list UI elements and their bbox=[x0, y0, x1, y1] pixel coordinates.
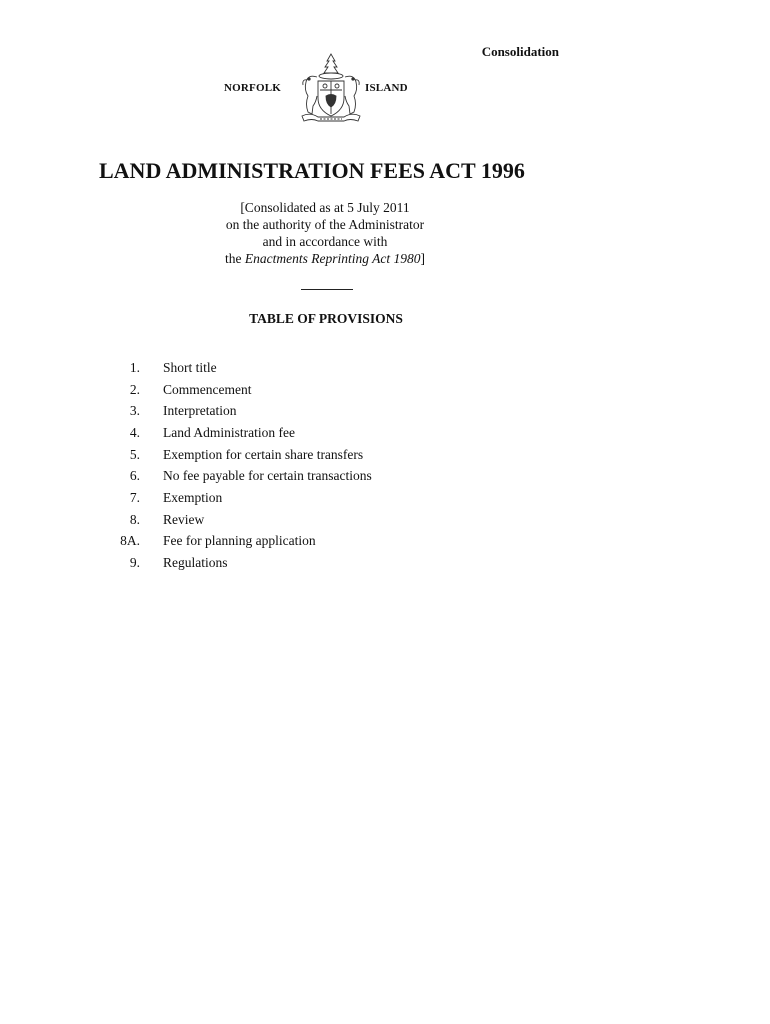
table-of-provisions-heading: TABLE OF PROVISIONS bbox=[249, 311, 403, 326]
consolidation-note bbox=[175, 199, 475, 267]
provision-item bbox=[100, 465, 500, 487]
provision-item bbox=[100, 509, 500, 531]
provision-item bbox=[100, 444, 500, 466]
consolidation-note-suffix: ] bbox=[420, 251, 425, 266]
consolidation-note-line: [Consolidated as at 5 July 2011 bbox=[240, 200, 410, 215]
provision-number: 7. bbox=[129, 489, 140, 505]
provision-item bbox=[100, 357, 500, 379]
provision-label: Fee for planning application bbox=[163, 533, 316, 549]
provision-label: No fee payable for certain transactions bbox=[163, 468, 372, 484]
consolidation-note-line bbox=[175, 250, 475, 267]
provision-item bbox=[100, 531, 500, 553]
jurisdiction-word-right: ISLAND bbox=[365, 82, 408, 94]
provision-label: Land Administration fee bbox=[163, 424, 295, 440]
provision-label: Regulations bbox=[163, 555, 228, 571]
provision-number: 9. bbox=[129, 555, 140, 571]
coat-of-arms-icon bbox=[298, 52, 364, 124]
provision-label: Exemption for certain share transfers bbox=[163, 446, 364, 462]
consolidation-label: Consolidation bbox=[481, 44, 559, 59]
jurisdiction-word-left: NORFOLK bbox=[224, 82, 282, 94]
provision-number: 5. bbox=[129, 446, 140, 462]
act-title: LAND ADMINISTRATION FEES ACT 1996 bbox=[99, 158, 525, 183]
provision-item bbox=[100, 552, 500, 574]
provision-number: 6. bbox=[129, 468, 140, 484]
consolidation-note-line: on the authority of the Administrator bbox=[225, 217, 425, 232]
provision-number: 1. bbox=[129, 359, 140, 375]
provision-number: 2. bbox=[129, 381, 140, 397]
provision-label: Interpretation bbox=[163, 403, 237, 419]
consolidation-note-line: and in accordance with bbox=[262, 234, 388, 249]
provision-number: 8A. bbox=[120, 533, 140, 549]
provision-label: Exemption bbox=[163, 489, 223, 505]
provision-label: Commencement bbox=[163, 381, 252, 397]
separator-rule bbox=[301, 289, 353, 290]
reprinting-act-citation: Enactments Reprinting Act 1980 bbox=[244, 251, 421, 266]
provision-label: Short title bbox=[163, 359, 217, 375]
provision-item bbox=[100, 487, 500, 509]
provision-item bbox=[100, 422, 500, 444]
provision-number: 3. bbox=[129, 403, 140, 419]
provision-number: 4. bbox=[129, 424, 140, 440]
provision-label: Review bbox=[163, 511, 205, 527]
provision-number: 8. bbox=[129, 511, 140, 527]
provision-item bbox=[100, 400, 500, 422]
provisions-list bbox=[100, 357, 500, 574]
consolidation-note-prefix: the bbox=[225, 251, 245, 266]
provision-item bbox=[100, 379, 500, 401]
